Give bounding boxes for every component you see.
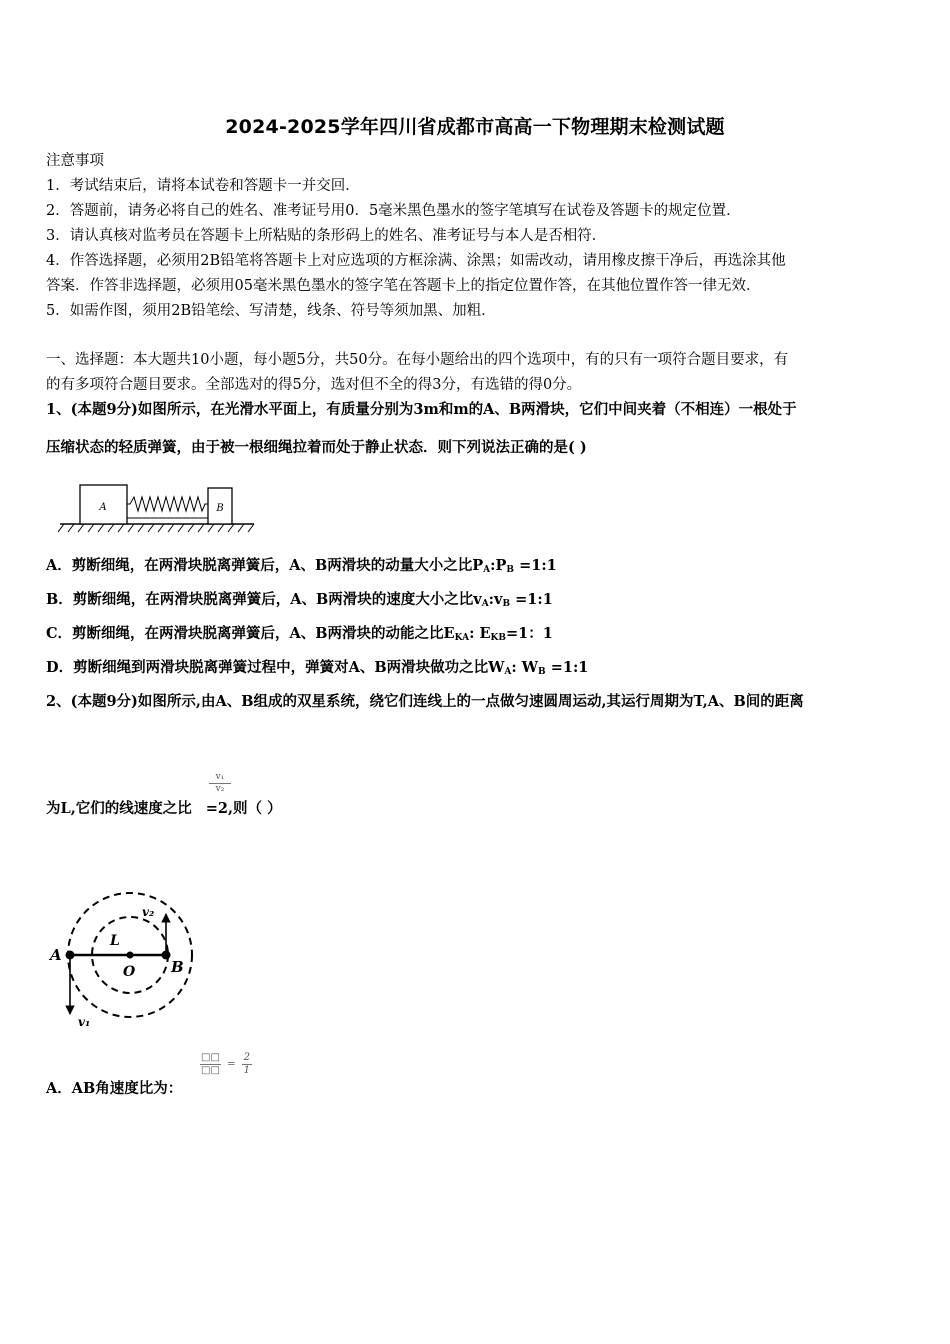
q2-option-a: A．AB角速度比为： (46, 1080, 183, 1097)
label-v2: v₂ (142, 905, 155, 919)
angular-velocity-ratio: □□ □□ = $\frac{2}{1}$ (201, 1052, 251, 1076)
section-heading: 一、选择题：本大题共10小题，每小题5分，共50分。在每小题给出的四个选项中，有的只有一项符合题目要求，有 (46, 352, 789, 368)
section-instructions: 的有多项符合题目要求。全部选对的得5分，选对但不全的得3分，有选错的得0分。 (46, 377, 582, 393)
block-a-label: A (99, 502, 107, 513)
q1-option-d: D．剪断细绳到两滑块脱离弹簧过程中，弹簧对A、B两滑块做功之比$W_A$: $W_B$ =1:1 (46, 659, 589, 677)
q1-option-c: C．剪断细绳，在两滑块脱离弹簧后，A、B两滑块的动能之比$E_{KA}$: $E_{KB}=1$：1 (46, 625, 553, 643)
q2-binary-star-figure (44, 884, 204, 1030)
spring (127, 497, 208, 511)
velocity-ratio-fraction: v₁ v₂ (209, 772, 231, 795)
notice-item-2: 2．答题前，请务必将自己的姓名、准考证号用0．5毫米黑色墨水的签字笔填写在试卷及答题卡的规定位置． (46, 203, 741, 219)
notice-item-4: 4．作答选择题，必须用2B铅笔将答题卡上对应选项的方框涂满、涂黑；如需改动，请用橡皮擦干净后，再选涂其他 (46, 253, 786, 269)
label-v1: v₁ (78, 1015, 91, 1029)
q1-option-b: B．剪断细绳，在两滑块脱离弹簧后，A、B两滑块的速度大小之比$v_A:v_B$ =1:1 (46, 591, 553, 609)
notice-heading: 注意事项 (46, 153, 104, 169)
q1-stem-line1: 1、(本题9分)如图所示，在光滑水平面上，有质量分别为3m和m的A、B两滑块，它们中间夹着（不相连）一根处于 (46, 401, 797, 418)
page-title: 2024-2025学年四川省成都市高高一下物理期末检测试题 (225, 116, 725, 138)
notice-item-5: 5．如需作图，须用2B铅笔绘、写清楚，线条、符号等须加黑、加粗． (46, 303, 496, 319)
center-o (127, 952, 134, 959)
label-l: L (110, 933, 120, 949)
notice-item-4-cont: 答案．作答非选择题，必须用05毫米黑色墨水的签字笔在答题卡上的指定位置作答，在其他位置作答一律无效． (46, 278, 761, 294)
ground-hatch (58, 524, 254, 532)
q1-option-a: A．剪断细绳，在两滑块脱离弹簧后，A、B两滑块的动量大小之比$P_A:P_B$ =1:1 (46, 557, 557, 575)
q1-spring-figure (58, 482, 258, 534)
q2-stem-line2: 为L,它们的线速度之比 =2,则（ ） (46, 800, 282, 817)
notice-item-1: 1．考试结束后，请将本试卷和答题卡一并交回． (46, 178, 360, 194)
notice-item-3: 3．请认真核对监考员在答题卡上所粘贴的条形码上的姓名、准考证号与本人是否相符． (46, 228, 607, 244)
q2-stem-line1: 2、(本题9分)如图所示,由A、B组成的双星系统，绕它们连线上的一点做匀速圆周运动,其运行周期为T,A、B间的距离 (46, 693, 804, 710)
block-b-label: B (216, 503, 224, 514)
q1-stem-line2: 压缩状态的轻质弹簧，由于被一根细绳拉着而处于静止状态．则下列说法正确的是( ) (46, 439, 587, 456)
label-o: O (123, 964, 136, 980)
label-a: A (50, 946, 62, 964)
label-b: B (171, 958, 184, 976)
